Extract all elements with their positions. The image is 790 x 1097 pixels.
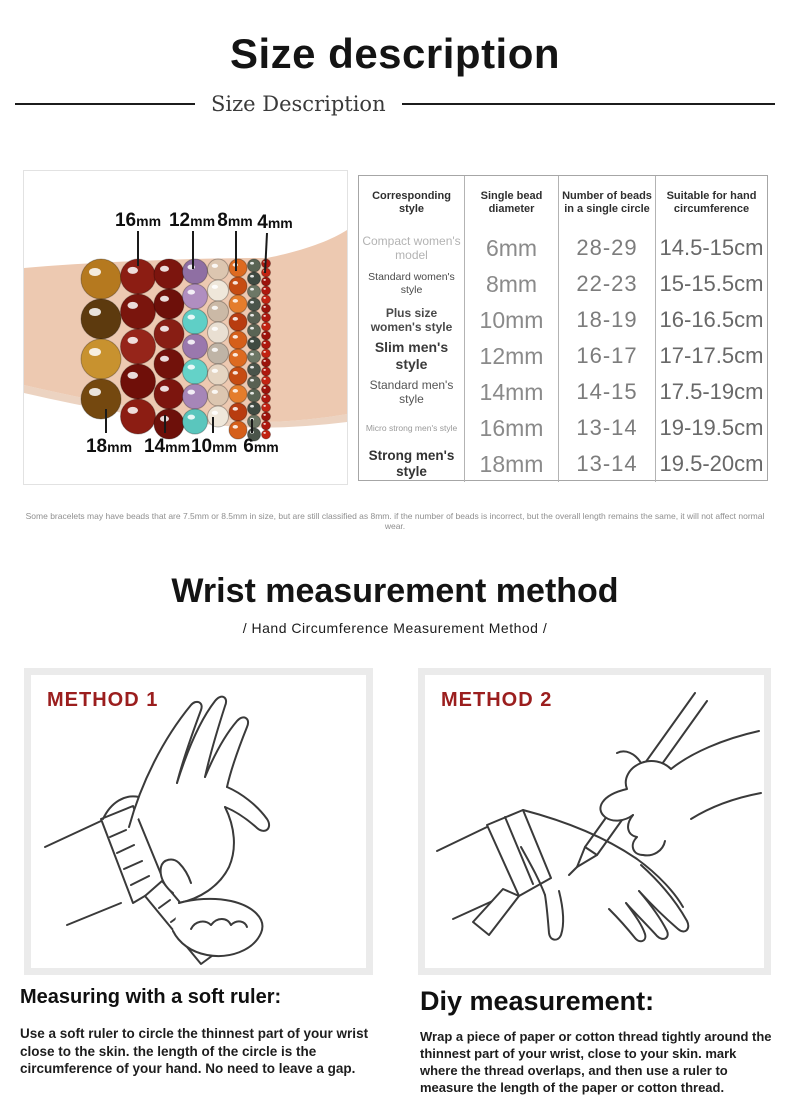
table-cell-circumference: 14.5-15cm	[659, 235, 764, 260]
table-cell-beads: 13-14	[559, 410, 656, 446]
table-header: Corresponding style	[359, 176, 465, 230]
table-cell-diameter: 6mm	[465, 230, 559, 266]
table-cell-circumference: 15-15.5cm	[659, 271, 764, 296]
table-cell-circumference: 16-16.5cm	[659, 307, 764, 332]
size-table	[358, 175, 768, 481]
method-2-text	[420, 986, 772, 1097]
table-cell-diameter: 12mm	[465, 338, 559, 374]
method-2-box	[418, 668, 771, 975]
bead-size-label: 8mm	[217, 210, 253, 231]
bracelet-size-image	[23, 170, 348, 485]
method-2-label: METHOD 2	[441, 689, 553, 711]
table-cell-circumference: 17-17.5cm	[659, 343, 764, 368]
method-1-heading: Measuring with a soft ruler:	[20, 986, 282, 1008]
method-1-text	[20, 986, 385, 1078]
divider-line-right	[402, 103, 775, 105]
method-2-heading: Diy measurement:	[420, 986, 655, 1016]
method-1-description: Use a soft ruler to circle the thinnest part of your wrist close to the skin. the length of the circle is the circumference of your hand. No need to leave a gap.	[20, 1026, 369, 1077]
table-cell-style: Strong men's style	[359, 446, 465, 482]
table-cell-diameter: 16mm	[465, 410, 559, 446]
table-cell-beads: 18-19	[559, 302, 656, 338]
method-1-label: METHOD 1	[47, 689, 159, 711]
table-cell-circumference: 19-19.5cm	[659, 415, 764, 440]
table-cell-diameter: 8mm	[465, 266, 559, 302]
table-cell-style: Slim men's style	[359, 338, 465, 374]
table-cell-diameter: 10mm	[465, 302, 559, 338]
table-cell-style: Standard men's style	[359, 374, 465, 410]
method-1-illustration	[31, 675, 366, 968]
measurement-title: Wrist measurement method	[171, 572, 619, 610]
bead-size-label: 12mm	[168, 210, 216, 231]
bead-size-label: 18mm	[85, 436, 133, 457]
table-cell-style: Plus size women's style	[359, 302, 465, 338]
table-cell-style: Micro strong men's style	[359, 410, 465, 446]
table-cell-beads: 28-29	[559, 230, 656, 266]
table-cell-style: Standard women's style	[359, 266, 465, 302]
subtitle-divider	[15, 92, 775, 116]
table-cell-beads: 22-23	[559, 266, 656, 302]
method-2-illustration	[425, 675, 764, 968]
table-note: Some bracelets may have beads that are 7.5mm or 8.5mm in size, but are still classified as 8mm. if the number of beads is incorrect, but the overall length remains the same, it will not affect normal wear.	[25, 511, 765, 531]
table-cell-circumference: 19.5-20cm	[659, 451, 764, 476]
bead-size-label: 4mm	[257, 212, 293, 233]
bead-size-label: 6mm	[243, 436, 279, 457]
table-cell-circumference: 17.5-19cm	[659, 379, 764, 404]
table-cell-diameter: 14mm	[465, 374, 559, 410]
table-cell-style: Compact women's model	[359, 230, 465, 266]
table-cell-diameter: 18mm	[465, 446, 559, 482]
table-header: Single bead diameter	[465, 176, 559, 230]
method-2-description: Wrap a piece of paper or cotton thread tightly around the thinnest part of your wrist, close to your skin. mark where the thread overlaps, and then use a ruler to measure the length of the paper or cotton thread.	[420, 1029, 772, 1095]
table-header: Suitable for hand circumference	[666, 189, 757, 215]
bead-size-label: 14mm	[143, 436, 191, 457]
page-title: Size description	[229, 30, 561, 77]
method-1-box	[24, 668, 373, 975]
bead-size-label: 16mm	[114, 210, 162, 231]
table-cell-beads: 16-17	[559, 338, 656, 374]
table-cell-beads: 14-15	[559, 374, 656, 410]
divider-line-left	[15, 103, 195, 105]
page-subtitle: Size Description	[211, 92, 386, 116]
measurement-subtitle: / Hand Circumference Measurement Method /	[242, 620, 548, 636]
table-header: Number of beads in a single circle	[559, 176, 656, 230]
table-cell-beads: 13-14	[559, 446, 656, 482]
bead-size-label: 10mm	[190, 436, 238, 457]
